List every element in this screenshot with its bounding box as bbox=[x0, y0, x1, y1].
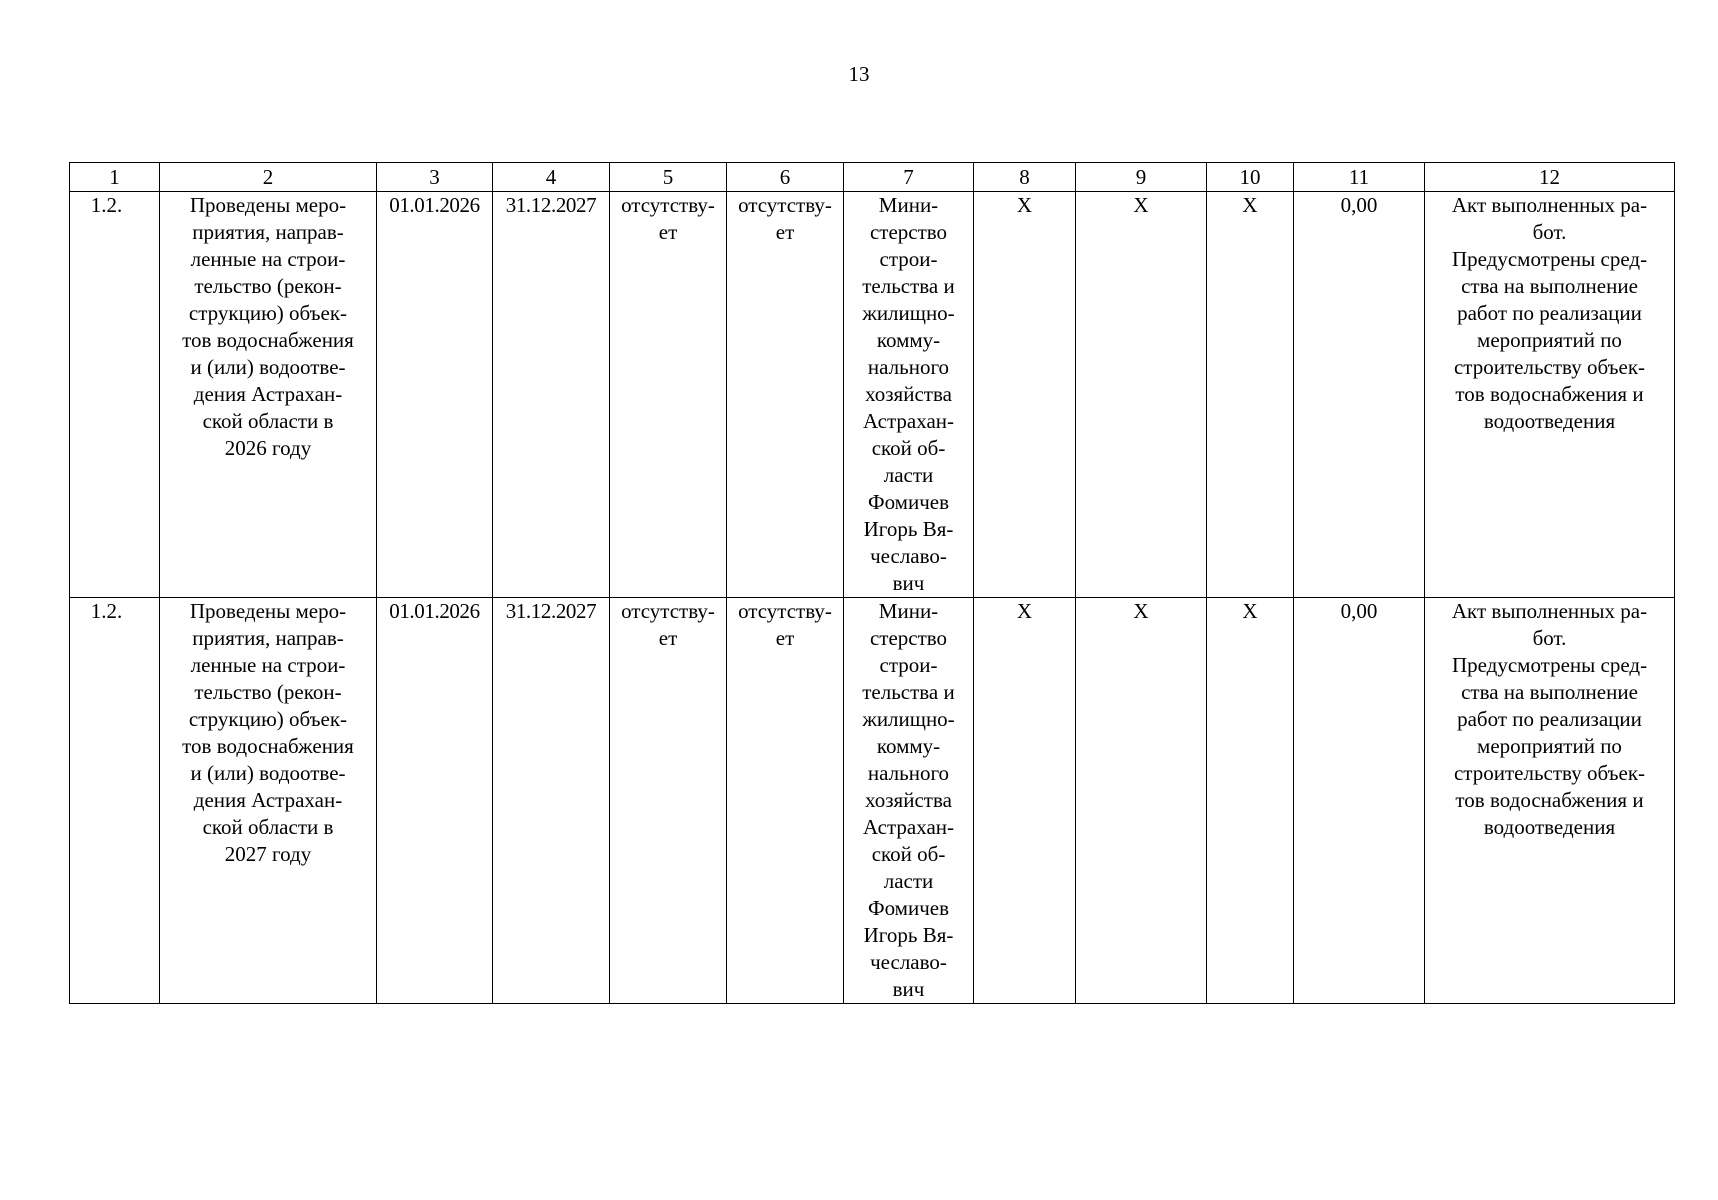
col6-value: отсутству- ет bbox=[727, 192, 844, 598]
measure-description: Проведены меро- приятия, направ- ленные на строи- тельство (рекон- струкцию) объек- тов водоснабжения и (или) водоотве- дения Астрахан- ской области в 2027 году bbox=[160, 598, 377, 1004]
col-header-10: 10 bbox=[1207, 163, 1294, 192]
amount-value: 0,00 bbox=[1294, 192, 1425, 598]
start-date: 01.01.2026 bbox=[377, 192, 493, 598]
row-number: 1.2. bbox=[70, 192, 160, 598]
note-text: Акт выполненных ра- бот. Предусмотрены сред- ства на выполнение работ по реализации мероприятий по строительству объек- тов водоснабжения и водоотведения bbox=[1425, 192, 1675, 598]
col9-value: X bbox=[1076, 598, 1207, 1004]
note-text: Акт выполненных ра- бот. Предусмотрены сред- ства на выполнение работ по реализации мероприятий по строительству объек- тов водоснабжения и водоотведения bbox=[1425, 598, 1675, 1004]
col-header-4: 4 bbox=[493, 163, 610, 192]
col10-value: X bbox=[1207, 192, 1294, 598]
col-header-7: 7 bbox=[844, 163, 974, 192]
col8-value: X bbox=[974, 598, 1076, 1004]
start-date: 01.01.2026 bbox=[377, 598, 493, 1004]
measures-table bbox=[69, 162, 1675, 1004]
col10-value: X bbox=[1207, 598, 1294, 1004]
col-header-6: 6 bbox=[727, 163, 844, 192]
header-row bbox=[70, 163, 1675, 192]
end-date: 31.12.2027 bbox=[493, 598, 610, 1004]
measure-description: Проведены меро- приятия, направ- ленные на строи- тельство (рекон- струкцию) объек- тов водоснабжения и (или) водоотве- дения Астрахан- ской области в 2026 году bbox=[160, 192, 377, 598]
col-header-12: 12 bbox=[1425, 163, 1675, 192]
col5-value: отсутству- ет bbox=[610, 598, 727, 1004]
col-header-3: 3 bbox=[377, 163, 493, 192]
col-header-8: 8 bbox=[974, 163, 1076, 192]
row-number: 1.2. bbox=[70, 598, 160, 1004]
col9-value: X bbox=[1076, 192, 1207, 598]
page-number: 13 bbox=[848, 62, 870, 86]
col6-value: отсутству- ет bbox=[727, 598, 844, 1004]
responsible-executor: Мини- стерство строи- тельства и жилищно- комму- нального хозяйства Астрахан- ской об- ласти Фомичев Игорь Вя- чеславо- вич bbox=[844, 192, 974, 598]
end-date: 31.12.2027 bbox=[493, 192, 610, 598]
col-header-2: 2 bbox=[160, 163, 377, 192]
col-header-5: 5 bbox=[610, 163, 727, 192]
responsible-executor: Мини- стерство строи- тельства и жилищно- комму- нального хозяйства Астрахан- ской об- ласти Фомичев Игорь Вя- чеславо- вич bbox=[844, 598, 974, 1004]
col5-value: отсутству- ет bbox=[610, 192, 727, 598]
col-header-1: 1 bbox=[70, 163, 160, 192]
col-header-11: 11 bbox=[1294, 163, 1425, 192]
col8-value: X bbox=[974, 192, 1076, 598]
amount-value: 0,00 bbox=[1294, 598, 1425, 1004]
col-header-9: 9 bbox=[1076, 163, 1207, 192]
table-row bbox=[70, 598, 1675, 1004]
table-row bbox=[70, 192, 1675, 598]
